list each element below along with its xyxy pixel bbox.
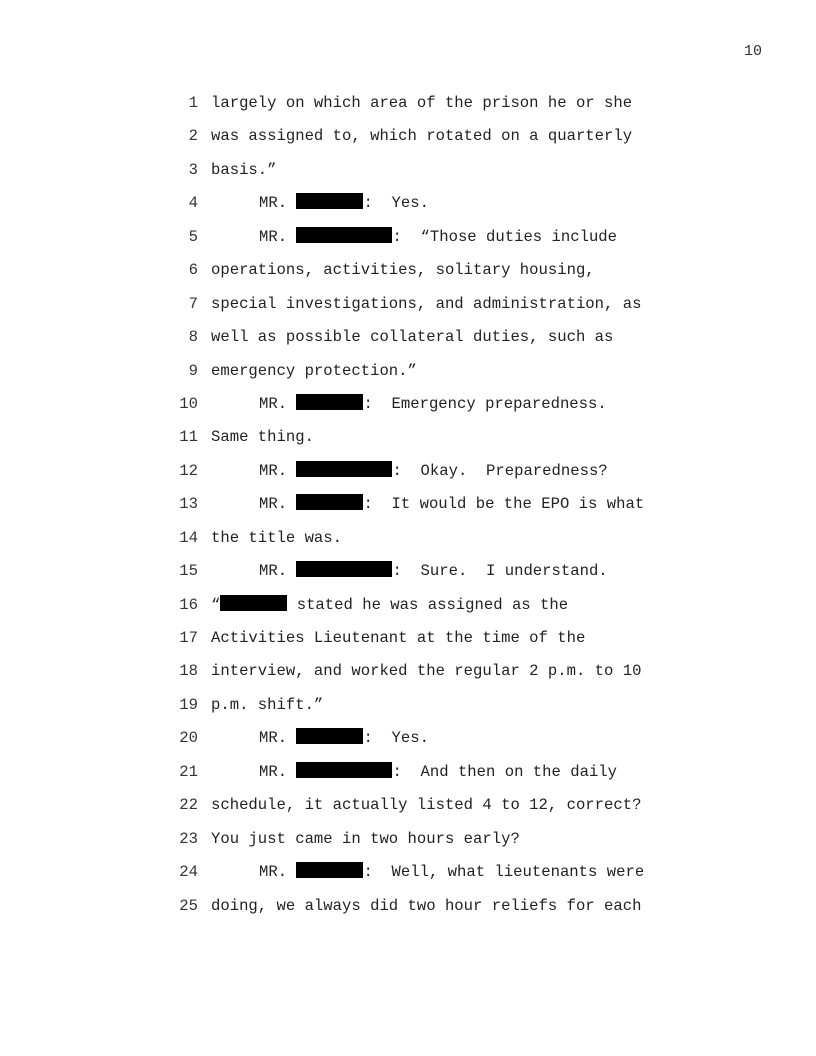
text-segment: interview, and worked the regular 2 p.m. to 10 [211, 662, 642, 681]
line-text [211, 160, 277, 180]
text-segment: : Okay. Preparedness? [392, 461, 608, 480]
line-text [211, 561, 608, 581]
text-segment: : Sure. I understand. [392, 562, 608, 581]
text-segment: “ [211, 595, 221, 614]
transcript-line [0, 294, 816, 327]
transcript-line [0, 595, 816, 628]
line-number: 25 [179, 896, 198, 915]
transcript-line [0, 227, 816, 260]
text-segment: : And then on the daily [392, 762, 618, 781]
redaction-box [296, 728, 363, 744]
line-number: 10 [179, 394, 198, 413]
line-text [211, 327, 613, 347]
text-segment: MR. [259, 461, 297, 480]
transcript-line [0, 193, 816, 226]
transcript-line [0, 394, 816, 427]
text-segment: You just came in two hours early? [211, 829, 520, 848]
line-text [211, 126, 632, 146]
redaction-box [296, 561, 392, 577]
line-number: 21 [179, 762, 198, 781]
transcript-body [0, 93, 816, 929]
line-text [211, 427, 314, 447]
line-number: 3 [188, 160, 198, 179]
text-segment: operations, activities, solitary housing, [211, 261, 595, 280]
text-segment: emergency protection.” [211, 361, 417, 380]
line-text [211, 661, 641, 681]
line-number: 13 [179, 495, 198, 514]
transcript-line [0, 126, 816, 159]
line-number: 18 [179, 662, 198, 681]
line-text [211, 728, 429, 748]
text-segment: the title was. [211, 528, 343, 547]
transcript-line [0, 361, 816, 394]
text-segment: MR. [259, 729, 297, 748]
transcript-line [0, 260, 816, 293]
text-segment: largely on which area of the prison he or she [211, 94, 633, 112]
transcript-line [0, 862, 816, 895]
text-segment: MR. [259, 194, 297, 213]
line-number: 23 [179, 829, 198, 848]
text-segment: : It would be the EPO is what [363, 495, 645, 514]
line-number: 11 [179, 428, 198, 447]
transcript-line [0, 896, 816, 929]
redaction-box [296, 762, 392, 778]
text-segment: : Well, what lieutenants were [363, 863, 645, 882]
line-text [211, 795, 641, 815]
page-number: 10 [743, 43, 762, 60]
transcript-line [0, 829, 816, 862]
text-segment: was assigned to, which rotated on a quarterly [211, 127, 633, 146]
redaction-box [296, 494, 363, 510]
transcript-line [0, 728, 816, 761]
transcript-line [0, 795, 816, 828]
transcript-line [0, 461, 816, 494]
line-number: 22 [179, 796, 198, 815]
line-number: 16 [179, 595, 198, 614]
line-text [211, 896, 641, 916]
line-number: 5 [188, 227, 198, 246]
line-text [211, 595, 568, 615]
transcript-line [0, 561, 816, 594]
transcript-line [0, 528, 816, 561]
redaction-box [296, 227, 392, 243]
line-number: 24 [179, 863, 198, 882]
transcript-line [0, 628, 816, 661]
line-number: 8 [188, 328, 198, 347]
text-segment: stated he was assigned as the [287, 595, 569, 614]
line-number: 20 [179, 729, 198, 748]
transcript-line [0, 93, 816, 126]
line-number: 4 [188, 194, 198, 213]
line-text [211, 227, 617, 247]
line-number: 19 [179, 695, 198, 714]
text-segment: basis.” [211, 160, 277, 179]
line-number: 2 [188, 127, 198, 146]
line-number: 15 [179, 562, 198, 581]
line-text [211, 528, 342, 548]
transcript-line [0, 327, 816, 360]
text-segment: : “Those duties include [392, 227, 618, 246]
line-text [211, 394, 607, 414]
line-text [211, 461, 608, 481]
transcript-line [0, 695, 816, 728]
line-text [211, 494, 644, 514]
line-text [211, 695, 323, 715]
line-number: 1 [188, 94, 198, 112]
text-segment: p.m. shift.” [211, 695, 324, 714]
line-text [211, 628, 585, 648]
text-segment: : Emergency preparedness. [363, 394, 607, 413]
text-segment: MR. [259, 562, 297, 581]
text-segment: schedule, it actually listed 4 to 12, correct? [211, 796, 642, 815]
line-text [211, 193, 429, 213]
text-segment: MR. [259, 762, 297, 781]
line-text [211, 862, 644, 882]
line-number: 6 [188, 261, 198, 280]
line-text [211, 260, 595, 280]
text-segment: MR. [259, 863, 297, 882]
line-text [211, 361, 417, 381]
line-text [211, 93, 632, 113]
line-number: 12 [179, 461, 198, 480]
line-number: 9 [188, 361, 198, 380]
transcript-line [0, 494, 816, 527]
redaction-box [220, 595, 287, 611]
line-text [211, 294, 641, 314]
line-number: 7 [188, 294, 198, 313]
text-segment: doing, we always did two hour reliefs for each [211, 896, 642, 915]
text-segment: : Yes. [363, 194, 429, 213]
line-number: 17 [179, 629, 198, 647]
transcript-line [0, 762, 816, 795]
line-text [211, 762, 617, 782]
redaction-box [296, 862, 363, 878]
transcript-line [0, 427, 816, 460]
transcript-line [0, 160, 816, 193]
text-segment: MR. [259, 495, 297, 514]
line-number: 14 [179, 528, 198, 547]
transcript-line [0, 661, 816, 694]
text-segment: MR. [259, 227, 297, 246]
text-segment: special investigations, and administration, as [211, 294, 642, 313]
text-segment: Same thing. [211, 428, 314, 447]
text-segment: MR. [259, 394, 297, 413]
line-text [211, 829, 520, 849]
text-segment: : Yes. [363, 729, 429, 748]
text-segment: Activities Lieutenant at the time of the [211, 629, 586, 647]
redaction-box [296, 193, 363, 209]
redaction-box [296, 394, 363, 410]
text-segment: well as possible collateral duties, such as [211, 328, 614, 347]
redaction-box [296, 461, 392, 477]
